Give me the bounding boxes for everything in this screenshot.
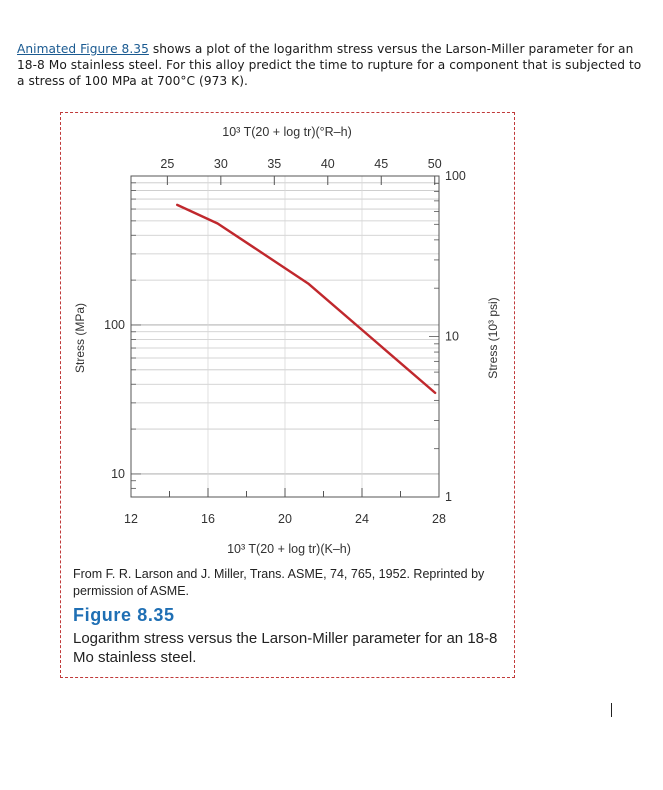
figure-credit: From F. R. Larson and J. Miller, Trans. ASME, 74, 765, 1952. Reprinted by permission of ASME.	[73, 567, 485, 598]
right-tick-label: 1	[445, 490, 452, 504]
figure-title: Figure 8.35	[73, 605, 175, 625]
top-axis-label: 10³ T(20 + log tr)(°R–h)	[222, 125, 352, 139]
right-axis-label: Stress (10³ psi)	[486, 297, 500, 379]
chart-labels	[73, 125, 500, 556]
top-tick-label: 25	[160, 157, 175, 171]
chart-marks	[177, 205, 435, 393]
top-tick-label: 30	[213, 157, 228, 171]
x-tick-label: 24	[355, 512, 369, 526]
figure-caption: Logarithm stress versus the Larson-Miller parameter for an 18-8 Mo stainless steel.	[73, 630, 498, 666]
series-line	[177, 205, 435, 393]
animated-figure-link[interactable]: Animated Figure 8.35	[17, 42, 149, 56]
question-body: shows a plot of the logarithm stress versus the Larson-Miller parameter for an 18-8 Mo stainless steel. For this alloy predict the time to rupture for a component that is subjected to a stress of 100 MPa at 700°C (973 K).	[17, 42, 642, 88]
left-tick-label: 10	[111, 466, 125, 481]
left-axis-label: Stress (MPa)	[73, 302, 87, 374]
top-tick-label: 40	[320, 157, 335, 171]
x-tick-label: 12	[124, 512, 138, 526]
right-tick-label: 10	[445, 329, 459, 344]
right-tick-label: 100	[445, 169, 466, 183]
top-tick-label: 45	[374, 157, 389, 171]
x-tick-label: 16	[201, 512, 215, 526]
x-axis-label: 10³ T(20 + log tr)(K–h)	[227, 542, 351, 556]
x-tick-label: 28	[432, 512, 446, 526]
x-tick-label: 20	[278, 512, 292, 526]
text-cursor	[611, 703, 612, 717]
top-tick-label: 35	[267, 157, 282, 171]
left-tick-label: 100	[104, 317, 125, 332]
top-tick-label: 50	[427, 157, 442, 171]
chart-grid	[131, 176, 439, 497]
